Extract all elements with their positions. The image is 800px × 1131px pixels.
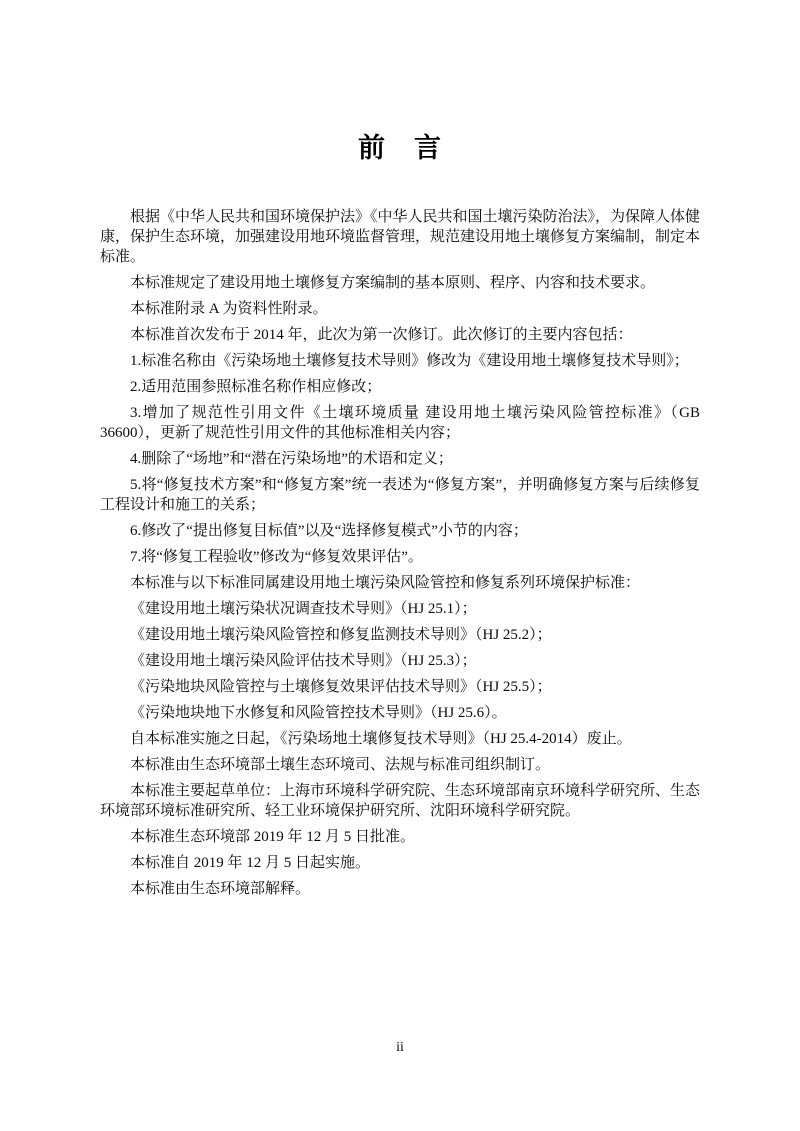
paragraph-appendix: 本标准附录 A 为资料性附录。 [130, 301, 328, 317]
paragraph-series-intro: 本标准与以下标准同属建设用地土壤污染风险管控和修复系列环境保护标准： [130, 575, 641, 591]
paragraph-change-4: 4.删除了“场地”和“潜在污染场地”的术语和定义； [130, 451, 453, 467]
paragraph-change-6: 6.修改了“提出修复目标值”以及“选择修复模式”小节的内容； [130, 523, 528, 539]
page-number: ii [396, 1040, 404, 1055]
paragraph-effective-date: 本标准自 2019 年 12 月 5 日起实施。 [130, 855, 371, 871]
paragraph-standard-hj25-6: 《污染地块地下水修复和风险管控技术导则》（HJ 25.6）。 [130, 705, 507, 721]
paragraph-change-2: 2.适用范围参照标准名称作相应修改； [130, 379, 382, 395]
paragraph-change-7: 7.将“修复工程验收”修改为“修复效果评估”。 [130, 549, 423, 565]
paragraph-revision: 本标准首次发布于 2014 年，此次为第一次修订。此次修订的主要内容包括： [130, 327, 633, 343]
paragraph-organizer: 本标准由生态环境部土壤生态环境司、法规与标准司组织制订。 [130, 757, 551, 773]
paragraph-change-1: 1.标准名称由《污染场地土壤修复技术导则》修改为《建设用地土壤修复技术导则》； [130, 353, 689, 369]
paragraph-supersede: 自本标准实施之日起，《污染场地土壤修复技术导则》（HJ 25.4-2014）废止。 [130, 731, 632, 747]
paragraph-scope: 本标准规定了建设用地土壤修复方案编制的基本原则、程序、内容和技术要求。 [130, 275, 656, 291]
paragraph-standard-hj25-5: 《污染地块风险管控与土壤修复效果评估技术导则》（HJ 25.5）； [130, 679, 552, 695]
paragraph-standard-hj25-1: 《建设用地土壤污染状况调查技术导则》（HJ 25.1）； [130, 601, 477, 617]
paragraph-approval-date: 本标准生态环境部 2019 年 12 月 5 日批准。 [130, 829, 416, 845]
paragraph-standard-hj25-3: 《建设用地土壤污染风险评估技术导则》（HJ 25.3）； [130, 653, 477, 669]
paragraph-standard-hj25-2: 《建设用地土壤污染风险管控和修复监测技术导则》（HJ 25.2）； [130, 627, 552, 643]
document-body [100, 207, 700, 899]
paragraph-interpretation: 本标准由生态环境部解释。 [130, 881, 311, 897]
paragraph-intro: 根据《中华人民共和国环境保护法》《中华人民共和国土壤污染防治法》，为保障人体健康，保护生态环境，加强建设用地环境监督管理，规范建设用地土壤修复方案编制，制定本标准。 [100, 209, 701, 265]
document-title: 前 言 [358, 133, 442, 163]
paragraph-change-5: 5.将“修复技术方案”和“修复方案”统一表述为“修复方案”，并明确修复方案与后续修复工程设计和施工的关系； [100, 477, 700, 513]
paragraph-drafters: 本标准主要起草单位：上海市环境科学研究院、生态环境部南京环境科学研究所、生态环境部环境标准研究所、轻工业环境保护研究所、沈阳环境科学研究院。 [100, 783, 701, 819]
paragraph-change-3: 3.增加了规范性引用文件《土壤环境质量 建设用地土壤污染风险管控标准》（GB 36600），更新了规范性引用文件的其他标准相关内容； [100, 405, 700, 441]
